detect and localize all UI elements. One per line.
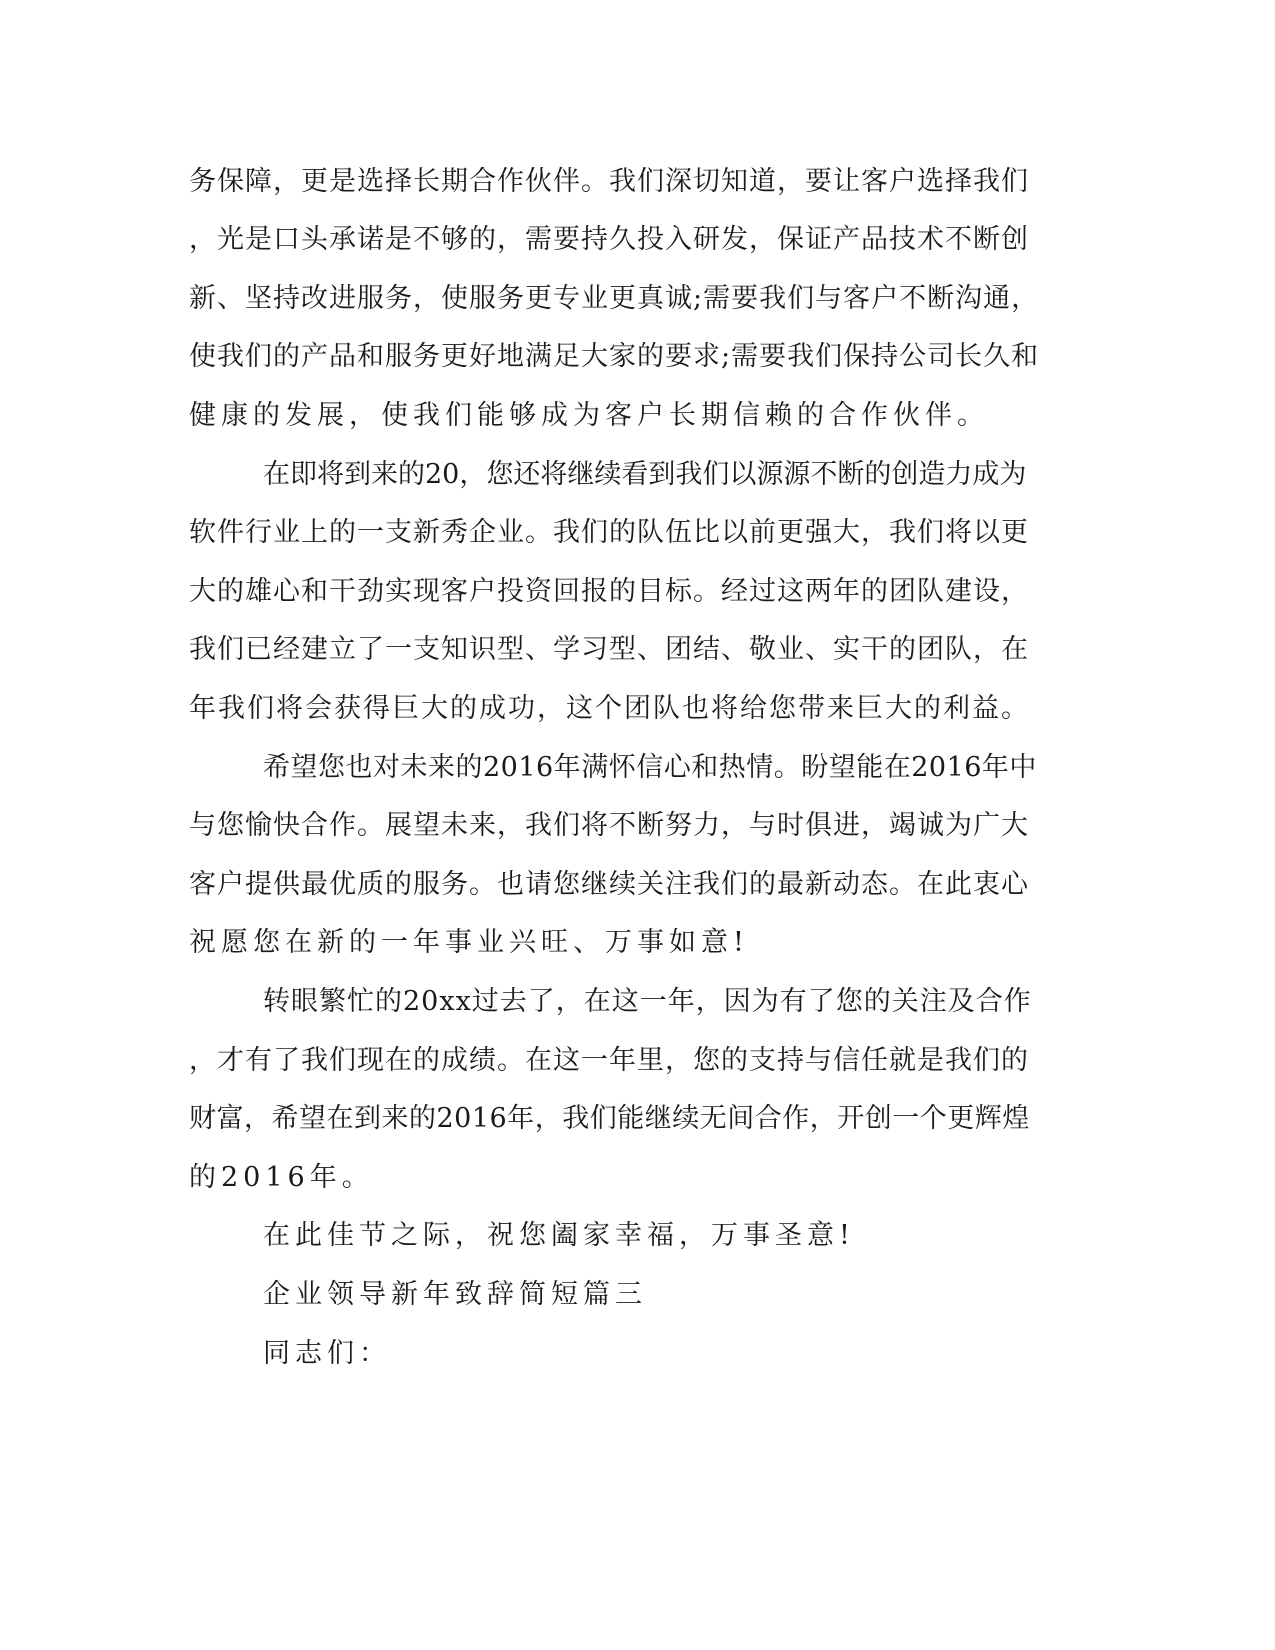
text-line: 使我们的产品和服务更好地满足大家的要求;需要我们保持公司长久和 [189,341,1040,372]
paragraph-first-line: 在即将到来的20，您还将继续看到我们以源源不断的创造力成为 [263,459,1027,490]
text-line: 祝愿您在新的一年事业兴旺、万事如意! [189,927,749,958]
text-line: ，光是口头承诺是不够的，需要持久投入研发，保证产品技术不断创 [189,224,1029,255]
paragraph-first-line: 在此佳节之际，祝您阖家幸福，万事圣意! [263,1220,855,1251]
text-line: 的2016年。 [189,1162,374,1193]
text-line: 客户提供最优质的服务。也请您继续关注我们的最新动态。在此衷心 [189,869,1029,900]
text-line: 健康的发展，使我们能够成为客户长期信赖的合作伙伴。 [189,400,989,431]
paragraph-first-line: 转眼繁忙的20xx过去了，在这一年，因为有了您的关注及合作 [263,986,1032,1017]
salutation: 同志们： [263,1338,391,1369]
text-line: 年我们将会获得巨大的成功，这个团队也将给您带来巨大的利益。 [189,693,1030,724]
text-line: 大的雄心和干劲实现客户投资回报的目标。经过这两年的团队建设， [189,576,1029,607]
text-line: 我们已经建立了一支知识型、学习型、团结、敬业、实干的团队，在 [189,634,1029,665]
paragraph-first-line: 希望您也对未来的2016年满怀信心和热情。盼望能在2016年中 [263,752,1037,783]
text-line: ，才有了我们现在的成绩。在这一年里，您的支持与信任就是我们的 [189,1045,1029,1076]
text-line: 财富，希望在到来的2016年，我们能继续无间合作，开创一个更辉煌 [189,1103,1030,1134]
text-line: 务保障，更是选择长期合作伙伴。我们深切知道，要让客户选择我们 [189,166,1029,197]
text-line: 与您愉快合作。展望未来，我们将不断努力，与时俱进，竭诚为广大 [189,810,1029,841]
text-line: 软件行业上的一支新秀企业。我们的队伍比以前更强大，我们将以更 [189,517,1029,548]
text-line: 新、坚持改进服务，使服务更专业更真诚;需要我们与客户不断沟通， [189,283,1040,314]
section-heading: 企业领导新年致辞简短篇三 [263,1279,647,1310]
